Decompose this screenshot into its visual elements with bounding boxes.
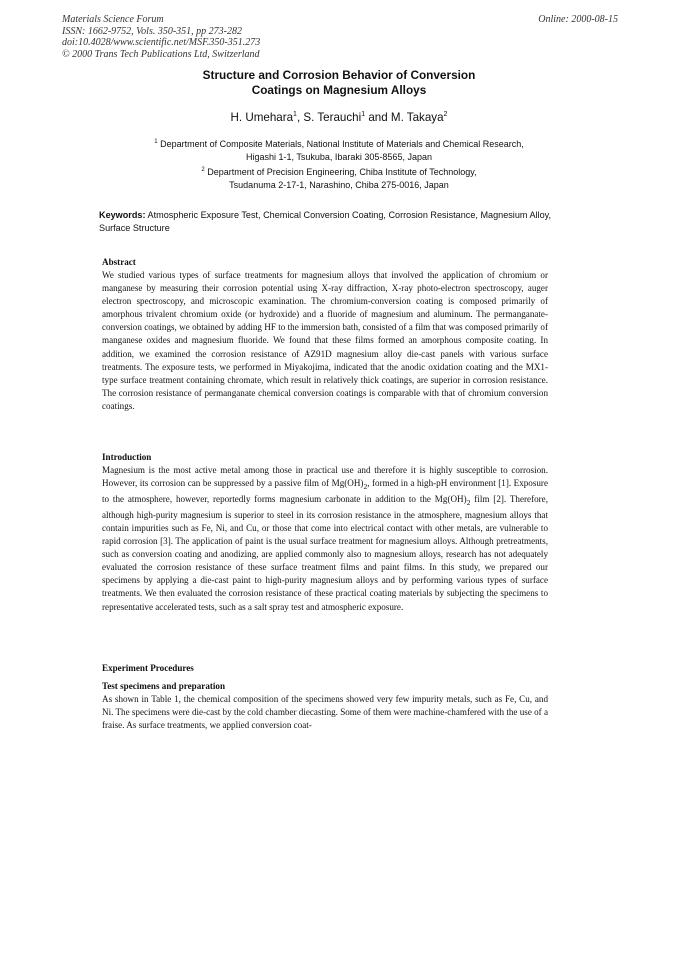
author-1: H. Umehara [230, 111, 294, 124]
issn-line: ISSN: 1662-9752, Vols. 350-351, pp 273-282 [62, 25, 242, 37]
affiliation-1-number: 1 [154, 139, 158, 145]
doi-line: doi:10.4028/www.scientific.net/MSF.350-351.273 [62, 37, 261, 49]
keywords [99, 209, 579, 234]
experiment-heading: Experiment Procedures [102, 663, 194, 673]
abstract-section [102, 256, 548, 413]
keywords-text: Atmospheric Exposure Test, Chemical Conversion Coating, Corrosion Resistance, Magnesium Alloy, Surface Structure [99, 210, 552, 233]
introduction-heading: Introduction [102, 452, 152, 462]
abstract-heading: Abstract [102, 257, 136, 267]
introduction-text-2: , formed in a high-pH environment [1]. Exposure to the atmosphere, however, reportedly forms magnesium carbonate in addition to the Mg(OH) [102, 478, 548, 504]
author-list: H. Umehara$^1$, S. Terauchi$^1$ and M. Takaya$^2$ [230, 111, 448, 124]
affiliation-2 [0, 164, 678, 191]
subscript-2: 2 [466, 497, 471, 507]
author-3-affiliation: 2 [443, 111, 448, 119]
introduction-text-1: Magnesium is the most active metal among those in practical use and therefore it is highly susceptible to corrosion. However, its corrosion can be suppressed by a passive film of Mg(OH) [102, 465, 548, 489]
introduction-section [102, 451, 548, 614]
online-date: Online: 2000-08-15 [538, 14, 618, 25]
author-2: S. Terauchi [303, 111, 362, 124]
affiliation-1 [0, 136, 678, 163]
copyright-line: © 2000 Trans Tech Publications Ltd, Switzerland [62, 48, 260, 60]
affiliation-2-number: 2 [201, 167, 205, 173]
author-2-affiliation: 1 [361, 111, 366, 119]
affiliation-2-line-2: Tsudanuma 2-17-1, Narashino, Chiba 275-0016, Japan [229, 179, 449, 190]
experiment-subheading: Test specimens and preparation [102, 681, 226, 691]
page-header [62, 14, 618, 60]
introduction-body [102, 464, 548, 614]
affiliation-2-line-1: Department of Precision Engineering, Chiba Institute of Technology, [207, 167, 477, 177]
experiment-section [102, 662, 548, 732]
abstract-body: We studied various types of surface treatments for magnesium alloys that involved the application of chromium or manganese by measuring their corrosion potential using X-ray diffraction, X-ray photo-electron spectroscopy, auger electron spectroscopy, and microscopic examination. The chromium-conversion coating is composed primarily of amorphous trivalent chromium oxide (or hydroxide) and a fluoride of magnesium and aluminum. The permanganate-conversion coatings, we obtained by adding HF to the immersion bath, consisted of a film that was composed primarily of manganese oxides and magnesium fluoride. We found that these films formed an amorphous composite coating. In addition, we examined the corrosion resistance of AZ91D magnesium alloy die-cast panels with various surface treatments. The exposure tests, we performed in Miyakojima, indicated that the anodic oxidation coating and the MX1-type surface treatment containing chromate, which result in relatively thick coatings, are superior in corrosion resistance. The corrosion resistance of permanganate chemical conversion coatings is comparable with that of chromium conversion coatings. [102, 270, 548, 411]
introduction-text-3: film [2]. Therefore, although high-purity magnesium is superior to steel in its corrosion resistance in the atmosphere, magnesium alloys that contain impurities such as Fe, Ni, and Cu, or those that come into electrical contact with other metals, are vulnerable to rapid corrosion [3]. The application of paint is the usual surface treatment for magnesium alloys. Although pretreatments, such as conversion coating and anodizing, are applied commonly also to magnesium alloys, research has not adequately evaluated the corrosion resistance of these surface treatment films and paint films. In this study, we prepared our specimens by applying a die-cast paint to high-purity magnesium alloys and by performing various types of surface treatments. We then evaluated the corrosion resistance of these practical coating materials by subjecting the specimens to representative accelerated tests, such as a salt spray test and atmospheric exposure. [102, 494, 548, 612]
experiment-body: As shown in Table 1, the chemical composition of the specimens showed very few impurity metals, such as Fe, Cu, and Ni. The specimens were die-cast by the cold chamber diecasting. Some of them were machine-chamfered with the use of a fraise. As surface treatments, we applied conversion coat- [102, 694, 549, 731]
author-3: M. Takaya [390, 111, 444, 124]
keywords-label: Keywords: [99, 210, 146, 220]
subscript-1: 2 [363, 481, 368, 491]
affiliation-1-line-2: Higashi 1-1, Tsukuba, Ibaraki 305-8565, Japan [246, 151, 432, 162]
title-line-2: Coatings on Magnesium Alloys [251, 83, 427, 97]
author-conjunction: and [368, 111, 388, 124]
journal-name: Materials Science Forum [62, 14, 164, 25]
paper-title [0, 68, 678, 98]
title-line-1: Structure and Corrosion Behavior of Conversion [202, 68, 476, 82]
author-1-affiliation: 1 [293, 111, 297, 119]
affiliation-1-line-1: Department of Composite Materials, National Institute of Materials and Chemical Research, [160, 139, 524, 149]
